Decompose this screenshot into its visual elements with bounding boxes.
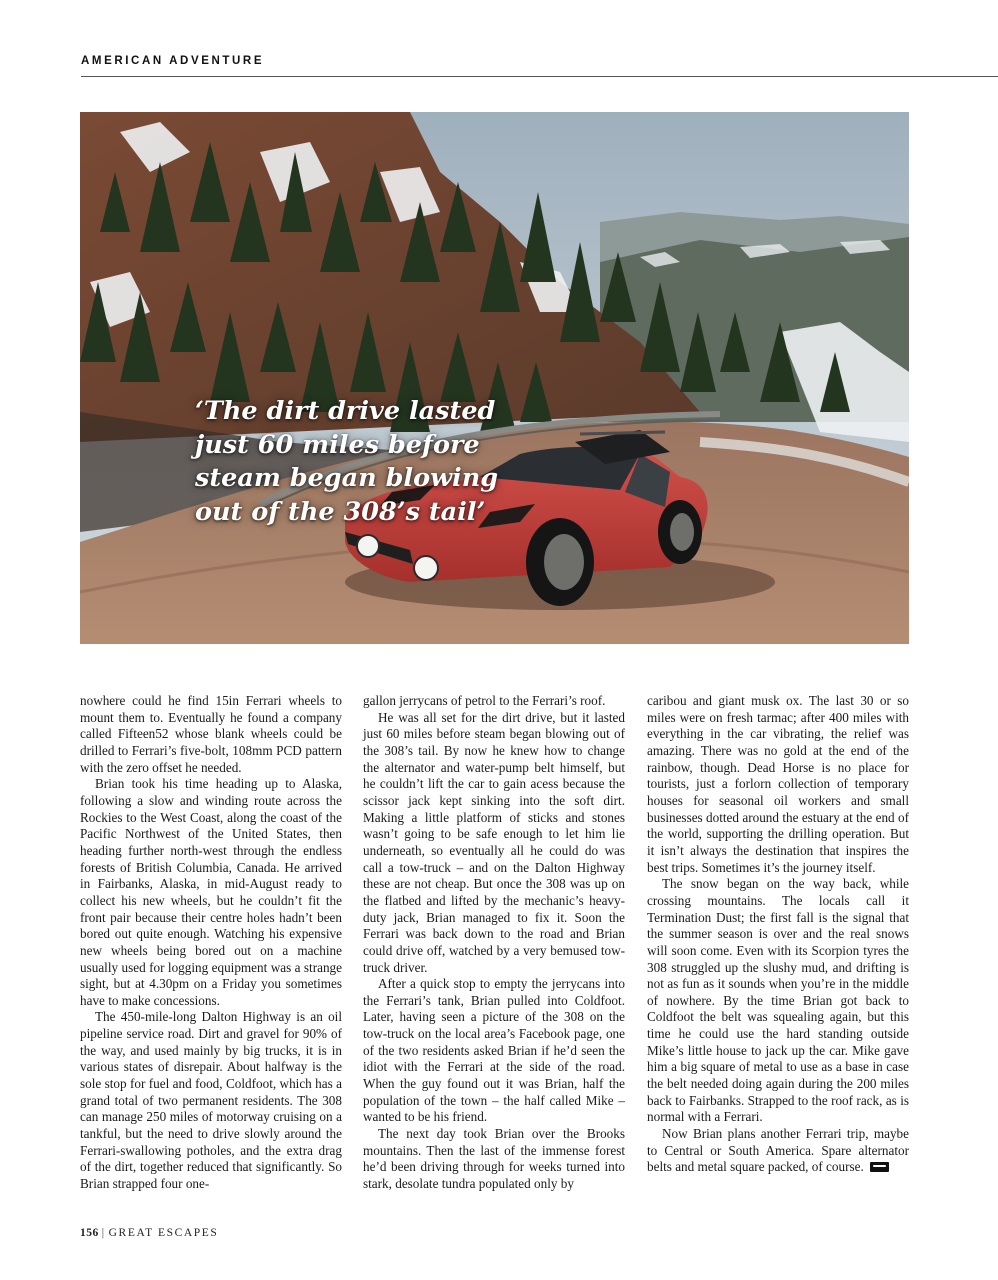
- paragraph: nowhere could he find 15in Ferrari wheels to mount them to. Eventually he found a company called Fifteen52 whose blank wheels could be drilled to Ferrari’s five-bolt, 108mm PCD pattern with the zero offset he needed.: [80, 693, 342, 775]
- magazine-name: GREAT ESCAPES: [108, 1227, 219, 1239]
- end-mark-icon: [870, 1162, 889, 1172]
- paragraph: The 450-mile-long Dalton Highway is an oil pipeline service road. Dirt and gravel for 90% of the way, and used mainly by big trucks, it is in various states of disrepair. About halfway is the sole stop for fuel and food, Coldfoot, which has a grand total of two permanent residents. The 308 can manage 250 miles of motorway cruising on a tankful, but the need to drive slowly around the Ferrari-swallowing potholes, and the extra drag of the dirt, together reduced that significantly. So Brian strapped four one-: [80, 1009, 342, 1192]
- paragraph-final: [647, 1126, 909, 1176]
- ferrari-mountain-road-illustration: [80, 112, 909, 644]
- pull-quote: ‘The dirt drive lasted just 60 miles before steam began blowing out of the 308’s tail’: [195, 396, 499, 527]
- article-column-3: [647, 693, 909, 1176]
- paragraph-final-text: Now Brian plans another Ferrari trip, maybe to Central or South America. Spare alternator belts and metal square packed, of course.: [647, 1126, 909, 1175]
- paragraph: After a quick stop to empty the jerrycans into the Ferrari’s tank, Brian pulled into Coldfoot. Later, having seen a picture of the 308 on the tow-truck on the local area’s Facebook page, one of the two residents asked Brian if he’d seen the idiot with the Ferrari at the side of the road. When the guy found out it was Brian, half the population of the town – the half called Mike – wanted to be his friend.: [363, 976, 625, 1125]
- paragraph: He was all set for the dirt drive, but it lasted just 60 miles before steam began blowing out of the 308’s tail. By now he knew how to change the alternator and water-pump belt himself, but he couldn’t lift the car to gain acess because the scissor jack kept sinking into the soft dirt. Making a little platform of sticks and stones wasn’t going to be safe enough to let him lie underneath, so eventually all he could do was call a tow-truck – and on the Dalton Highway these are not cheap. But once the 308 was up on the flatbed and lifted by the mechanic’s heavy-duty jack, Brian managed to fix it. Soon the Ferrari was back down to the road and Brian could drive off, watched by a very bemused tow-truck driver.: [363, 709, 625, 975]
- article-column-2: [363, 693, 625, 1193]
- header-rule: [81, 76, 998, 77]
- section-label: AMERICAN ADVENTURE: [81, 55, 265, 67]
- paragraph: Brian took his time heading up to Alaska, following a slow and winding route across the Rockies to the West Coast, along the coast of the Pacific Northwest of the United States, then heading further north-west through the endless forests of British Columbia, Canada. He arrived in Fairbanks, Alaska, in mid-August ready to collect his new wheels, but he couldn’t fit the front pair because their centre holes hadn’t been bored out quite enough. Watching his expensive new wheels being bored out on a machine usually used for logging equipment was a strange sight, but at 4.30pm on a Friday you sometimes have to make concessions.: [80, 776, 342, 1008]
- paragraph: caribou and giant musk ox. The last 30 or so miles were on fresh tarmac; after 400 miles with everything in the car vibrating, the relief was amazing. There was no gold at the end of the rainbow, though. Dead Horse is no place for tourists, just a forlorn collection of temporary houses for seasonal oil workers and small businesses dotted around the estuary at the end of the world, supporting the drilling operation. But it isn’t always the destination that inspires the best trips. Sometimes it’s the journey itself.: [647, 693, 909, 875]
- hero-photo: [80, 112, 909, 644]
- paragraph: gallon jerrycans of petrol to the Ferrari’s roof.: [363, 693, 606, 708]
- footer-separator: |: [101, 1227, 106, 1239]
- page-footer: [80, 1227, 218, 1239]
- page-number: 156: [80, 1227, 99, 1239]
- article-column-1: [80, 693, 342, 1193]
- paragraph: The snow began on the way back, while crossing mountains. The locals call it Termination Dust; the first fall is the signal that the summer season is over and the real snows will soon come. Even with its Scorpion tyres the 308 struggled up the slushy mud, and drifting is not as fun as it sounds when you’re in the middle of nowhere. By the time Brian got back to Coldfoot the belt was squealing again, but this time he could use the hard standing outside Mike’s little house to jack up the car. Mike gave him a big square of metal to use as a base in case the belt needed doing again during the 200 miles back to Fairbanks. Strapped to the roof rack, as is normal with a Ferrari.: [647, 876, 909, 1125]
- paragraph: The next day took Brian over the Brooks mountains. Then the last of the immense forest he’d been driving through for weeks turned into stark, desolate tundra populated only by: [363, 1126, 625, 1192]
